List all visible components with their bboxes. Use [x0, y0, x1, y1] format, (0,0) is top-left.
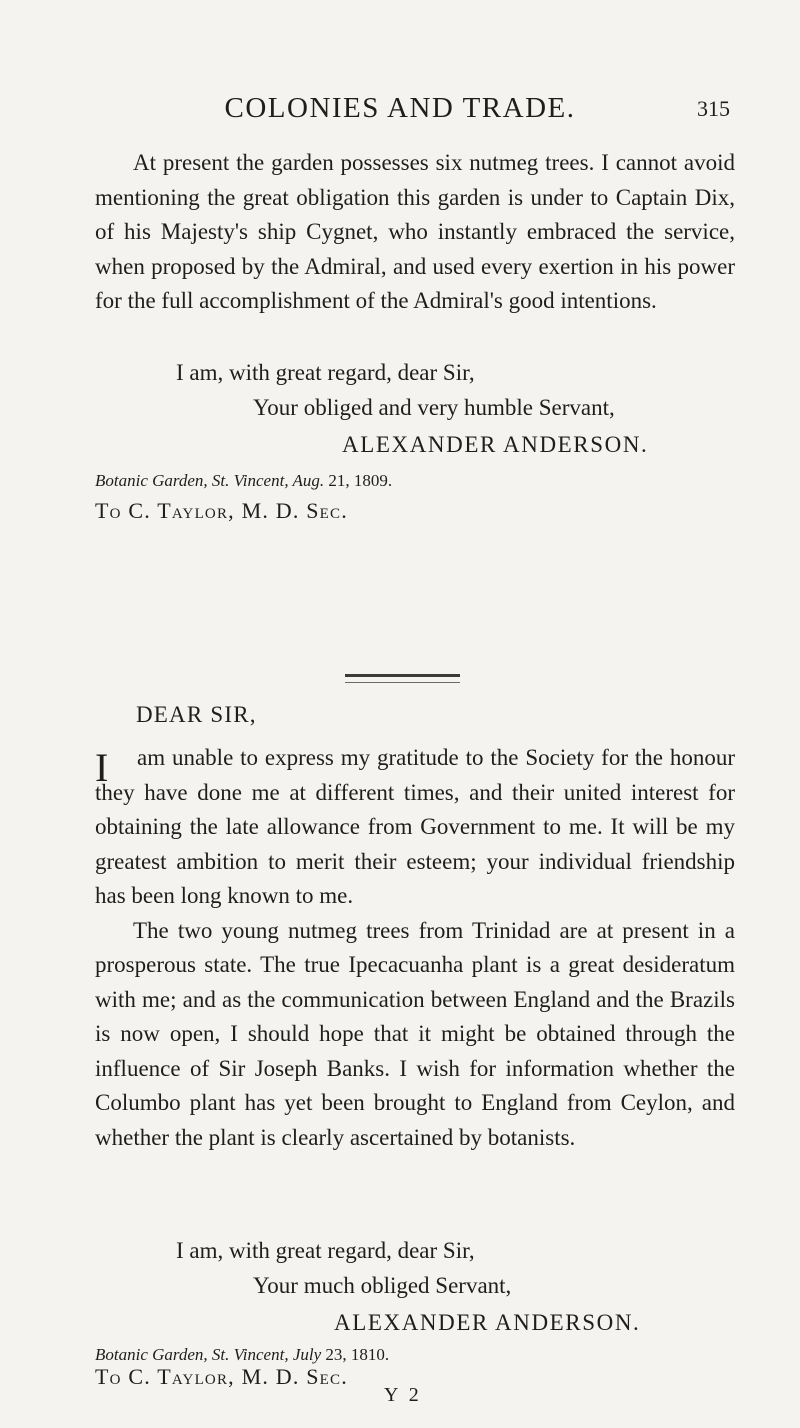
letter2-paragraph2: The two young nutmeg trees from Trinidad are at present in a prosperous state. The true Ipecacuanha plant is a great desideratum with me; and as the communication between England and the Brazils is now open, I should hope that it might be obtained through the influence of Sir Joseph Banks. I wish for information whether the Columbo plant has yet been brought to England from Ceylon, and whether the plant is clearly ascertained by botanists.: [95, 917, 735, 1150]
letter2-dropcap: I: [95, 745, 109, 790]
letter2-signature: ALEXANDER ANDERSON.: [334, 1310, 641, 1335]
letter1-addressee: To C. Taylor, M. D. Sec.: [95, 498, 348, 523]
letter1-signature: ALEXANDER ANDERSON.: [342, 432, 649, 457]
letter1-closing-line2: Your obliged and very humble Servant,: [253, 395, 615, 420]
page-number: 315: [697, 96, 730, 121]
letter2-body: [95, 741, 735, 1155]
letter1-place: Botanic Garden, St. Vincent, Aug.: [95, 471, 325, 490]
page-header: [0, 92, 800, 132]
running-head: COLONIES AND TRADE.: [224, 92, 576, 124]
letter2-salutation: DEAR SIR,: [136, 702, 257, 727]
letter1-closing-line1: I am, with great regard, dear Sir,: [176, 360, 475, 385]
letter2-date: 23, 1810.: [325, 1345, 390, 1364]
letter2-closing-line2: Your much obliged Servant,: [253, 1273, 512, 1298]
letter1-place-date: [95, 471, 392, 491]
letter2-paragraph1: am unable to express my gratitude to the Society for the honour they have done me at different times, and their united interest for obtaining the late allowance from Government to me. It will be my greatest ambition to merit their esteem; your individual friendship has been long known to me.: [95, 745, 735, 908]
letter1-date: 21, 1809.: [328, 471, 393, 490]
letter1-paragraph: At present the garden possesses six nutmeg trees. I cannot avoid mentioning the great obligation this garden is under to Captain Dix, of his Majesty's ship Cygnet, who instantly embraced the service, when proposed by the Admiral, and used every exertion in his power for the full accomplishment of the Admiral's good intentions.: [95, 150, 735, 313]
signature-mark: Y 2: [384, 1384, 422, 1406]
letter2-addressee: To C. Taylor, M. D. Sec.: [95, 1364, 348, 1389]
letter2-place-date: [95, 1345, 389, 1365]
letter2-place: Botanic Garden, St. Vincent, July: [95, 1345, 322, 1364]
section-divider: [345, 674, 460, 683]
letter2-closing-line1: I am, with great regard, dear Sir,: [176, 1238, 475, 1263]
letter1-body: [95, 146, 735, 319]
